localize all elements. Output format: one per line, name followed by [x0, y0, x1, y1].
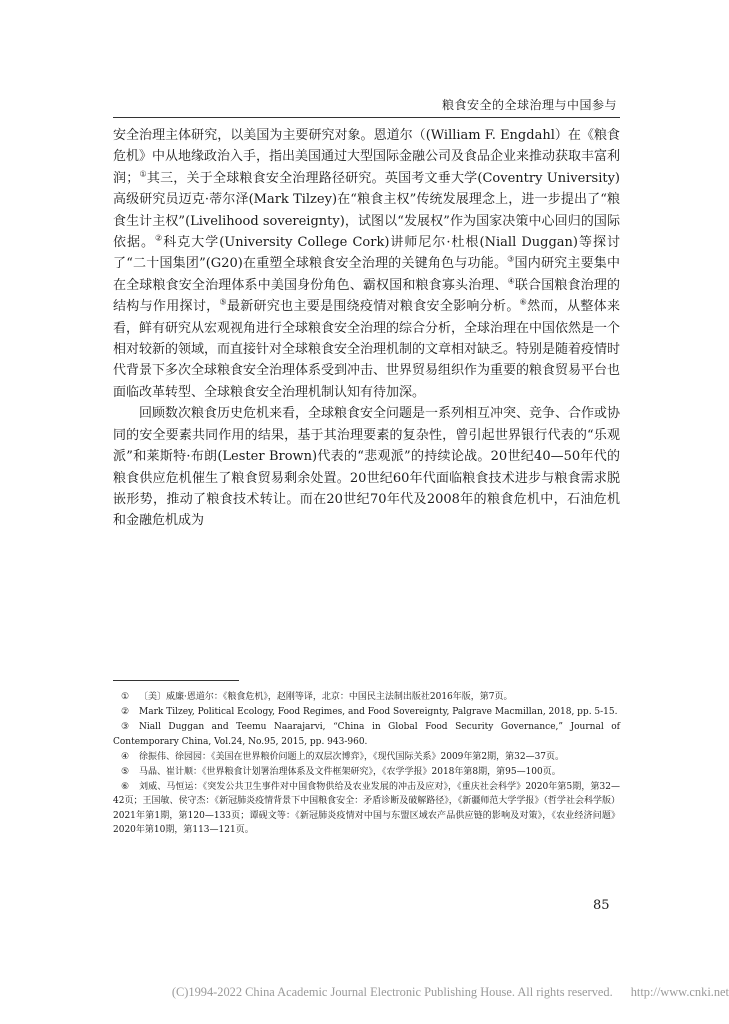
cnki-link[interactable]: http://www.cnki.net	[630, 985, 729, 999]
footnote-mark: ②	[121, 707, 130, 718]
text-run: 最新研究也主要是围绕疫情对粮食安全影响分析。	[226, 299, 520, 315]
footnote-ref[interactable]: ⑤	[219, 297, 227, 307]
footnote-mark: ④	[121, 751, 130, 762]
footnote-ref[interactable]: ④	[507, 276, 515, 286]
footnote	[113, 705, 620, 719]
text-run: 国内研究主要集中在全球粮食安全治理体系中美国身份角色、霸权国和粮食寡头治理、	[113, 256, 620, 293]
text-run: 科克大学(University College Cork)讲师尼尔·杜根(Niall Duggan)等探讨了“二十国集团”(G20)在重塑全球粮食安全治理的关键角色与功能。	[113, 235, 621, 272]
footnote-ref[interactable]: ①	[139, 169, 147, 179]
footnote-ref[interactable]: ⑥	[519, 297, 528, 307]
footnote-ref[interactable]: ③	[507, 255, 515, 265]
text-run: 然而，从整体来看，鲜有研究从宏观视角进行全球粮食安全治理的综合分析，全球治理在中国依然是一个相对较新的领域，而直接针对全球粮食安全治理机制的文章相对缺乏。特别是随着疫情时代背景下多次全球粮食安全治理体系受到冲击、世界贸易组织作为重要的粮食贸易平台也面临改革转型、全球粮食安全治理机制认知有待加深。	[113, 299, 621, 400]
footnote-text: Niall Duggan and Teemu Naarajarvi, “China in Global Food Security Governance,” Journal of Contemporary China, Vol.24, No.95, 2015, pp. 943-960.	[113, 722, 620, 747]
body-text	[113, 125, 620, 532]
footnote	[113, 750, 620, 764]
copyright-text: (C)1994-2022 China Academic Journal Electronic Publishing House. All rights reserved.	[171, 985, 613, 999]
footnote-text: 刘威、马恒运：《突发公共卫生事件对中国食物供给及农业发展的冲击及应对》，《重庆社会科学》2020年第5期，第32—42页；王国敏、侯守杰：《新冠肺炎疫情背景下中国粮食安全：矛盾诊断及破解路径》，《新疆师范大学学报》（哲学社会科学版）2021年第1期，第120—133页；谭砚文等：《新冠肺炎疫情对中国与东盟区域农产品供应链的影响及对策》，《农业经济问题》2020年第10期，第113—121页。	[113, 782, 620, 835]
paragraph	[113, 125, 620, 403]
copyright-notice	[0, 985, 729, 1000]
footnote-text: Mark Tilzey, Political Ecology, Food Regimes, and Food Sovereignty, Palgrave Macmillan, 2018, pp. 5-15.	[139, 707, 618, 718]
footnote	[113, 690, 620, 704]
footnote-mark: ⑤	[121, 767, 130, 778]
header-rule	[113, 117, 620, 118]
footnote-text: 〔美〕威廉·恩道尔：《粮食危机》，赵刚等译，北京：中国民主法制出版社2016年版，第7页。	[139, 692, 513, 702]
text-run: 安全治理主体研究，以美国为主要研究对象。恩道尔（(William F. Engdahl）在《粮食危机》中从地缘政治入手，指出美国通过大型国际金融公司及食品企业来推动获取丰富利润；	[113, 128, 621, 186]
footnote-mark: ③	[121, 722, 130, 733]
running-head: 粮食安全的全球治理与中国参与	[441, 98, 617, 112]
text-run: 联合国粮食治理的结构与作用探讨，	[113, 277, 620, 315]
page-number: 85	[593, 898, 610, 913]
footnote	[113, 780, 620, 837]
text-run: 回顾数次粮食历史危机来看，全球粮食安全问题是一系列相互冲突、竞争、合作或协同的安全要素共同作用的结果，基于其治理要素的复杂性，曾引起世界银行代表的“乐观派”和莱斯特·布朗(Lester Brown)代表的“悲观派”的持续论战。20世纪40—50年代的粮食供应危机催生了粮食贸易剩余处置。20世纪60年代面临粮食技术进步与粮食需求脱嵌形势，推动了粮食技术转让。而在20世纪70年代及2008年的粮食危机中，石油危机和金融危机成为	[113, 406, 621, 529]
footnote-rule	[113, 680, 239, 681]
footnote	[113, 765, 620, 779]
text-run: 其三，关于全球粮食安全治理路径研究。英国考文垂大学(Coventry University)高级研究员迈克·蒂尔泽(Mark Tilzey)在“粮食主权”传统发展理念上，进一步提出了“粮食生计主权”(Livelihood sovereignty)，试图以“发展权”作为国家决策中心回归的国际依据。	[113, 170, 620, 251]
footnote-text: 徐振伟、徐园园：《美国在世界粮价问题上的双层次博弈》，《现代国际关系》2009年第2期，第32—37页。	[139, 751, 565, 762]
footnote-text: 马晶、崔计顺：《世界粮食计划署治理体系及文件框架研究》，《农学学报》2018年第8期，第95—100页。	[139, 767, 561, 778]
footnote-ref[interactable]: ②	[155, 233, 164, 243]
paragraph	[113, 403, 620, 531]
footnote-mark: ①	[121, 692, 130, 702]
footnote-mark: ⑥	[121, 782, 130, 793]
footnote	[113, 720, 620, 748]
footnotes	[113, 690, 620, 838]
